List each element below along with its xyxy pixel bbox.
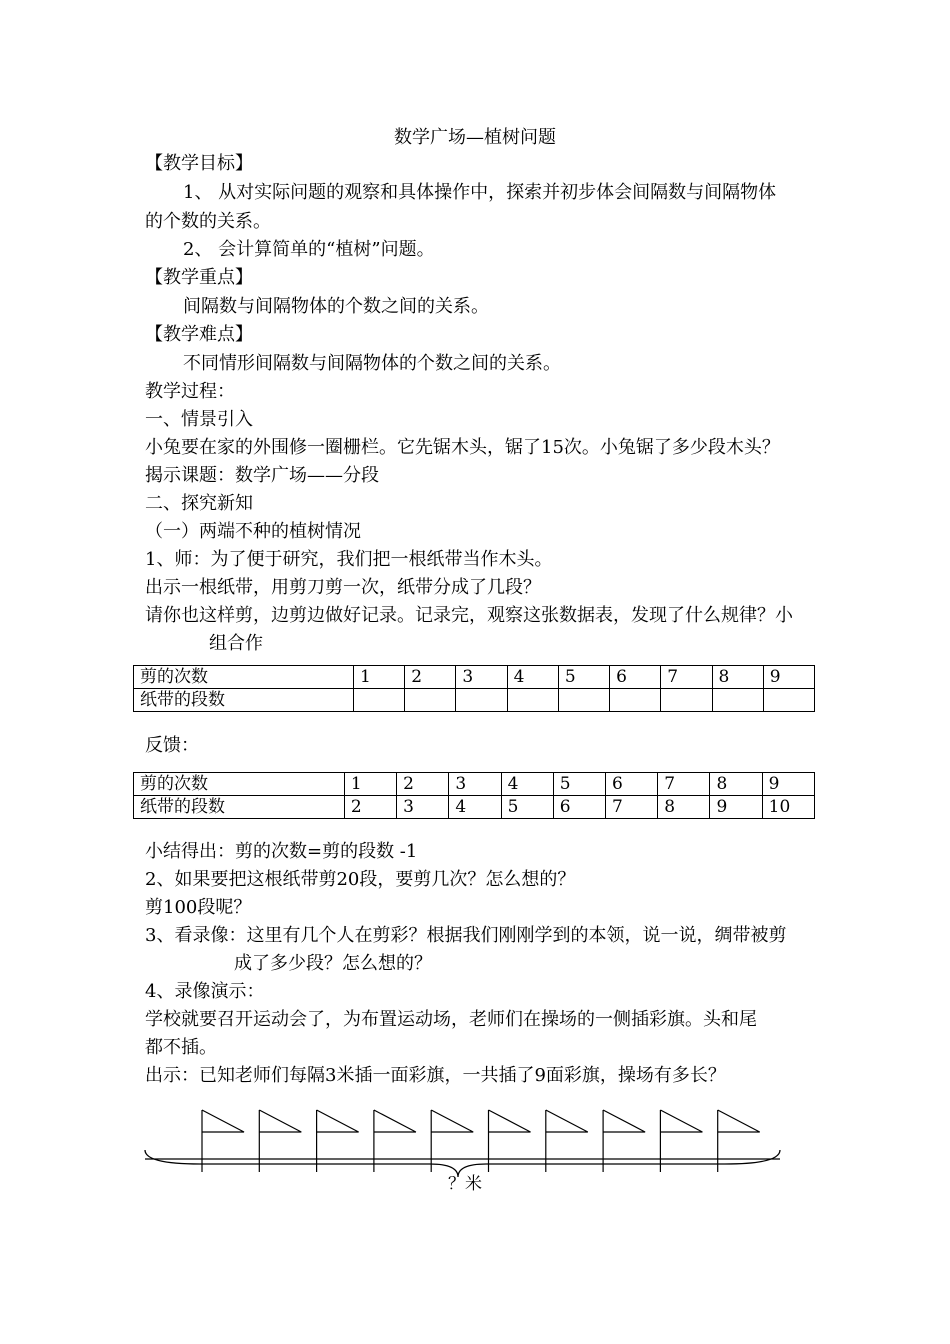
subsection-1-heading: （一）两端不种的植树情况 [145,521,361,542]
table-cell: 5 [501,796,553,819]
table-cell: 1 [353,666,404,689]
table-cell: 3 [456,666,507,689]
step-2-followup: 剪100段呢？ [145,897,252,918]
reveal-topic: 揭示课题：数学广场——分段 [145,465,379,486]
table-cell-empty [558,689,609,712]
table-row [134,689,815,712]
flag-row [202,1110,760,1172]
sports-scenario-line-2: 都不插。 [145,1037,217,1058]
table-cell-empty [405,689,456,712]
table-row [134,666,815,689]
record-table-blank [133,665,815,712]
table-row-label: 纸带的段数 [134,796,345,819]
table-cell-empty [712,689,763,712]
table-cell: 2 [397,773,449,796]
difficulty-heading: 【教学难点】 [145,324,253,345]
table-cell: 9 [762,773,814,796]
record-table-filled [133,772,815,819]
flag-icon [374,1110,416,1132]
page-title: 数学广场—植树问题 [394,127,556,148]
objective-1-line-1: 1、 从对实际问题的观察和具体操作中，探索并初步体会间隔数与间隔物体 [183,182,777,203]
table-cell: 8 [712,666,763,689]
table-row-label: 剪的次数 [134,773,345,796]
flag-icon [660,1110,702,1132]
flag-icon [259,1110,301,1132]
objective-1-line-2: 的个数的关系。 [145,211,271,232]
table-cell: 2 [344,796,396,819]
table-cell-empty [610,689,661,712]
step-3-line-2: 成了多少段？怎么想的？ [234,953,432,974]
difficulty-text: 不同情形间隔数与间隔物体的个数之间的关系。 [183,353,561,374]
objective-2: 2、 会计算简单的“植树”问题。 [183,239,435,260]
key-text: 间隔数与间隔物体的个数之间的关系。 [183,296,489,317]
table-cell-empty [353,689,404,712]
flag-icon [603,1110,645,1132]
table-cell: 8 [658,796,710,819]
flag-diagram [140,1102,790,1197]
table-cell: 2 [405,666,456,689]
length-label: ？米 [448,1174,482,1194]
table-cell: 3 [449,773,501,796]
flag-icon [489,1110,531,1132]
table-cell: 4 [449,796,501,819]
record-question-line-2: 组合作 [209,633,263,654]
step-4: 4、录像演示： [145,981,265,1002]
table-cell: 6 [610,666,661,689]
section-2-heading: 二、探究新知 [145,493,253,514]
table-cell: 6 [606,773,658,796]
process-heading: 教学过程： [145,381,235,402]
table-cell: 4 [507,666,558,689]
record-question-line-1: 请你也这样剪，边剪边做好记录。记录完，观察这张数据表，发现了什么规律？小 [145,605,793,626]
table-cell: 8 [710,773,762,796]
objectives-heading: 【教学目标】 [145,153,253,174]
table-cell: 7 [661,666,712,689]
feedback-label: 反馈： [145,735,199,756]
rabbit-problem: 小兔要在家的外围修一圈栅栏。它先锯木头，锯了15次。小兔锯了多少段木头？ [145,437,780,458]
table-row-label: 纸带的段数 [134,689,354,712]
table-cell: 9 [763,666,814,689]
flag-icon [202,1110,244,1132]
table-cell: 1 [344,773,396,796]
table-cell: 7 [606,796,658,819]
table-cell: 10 [762,796,814,819]
summary: 小结得出：剪的次数=剪的段数 -1 [145,841,418,862]
table-cell: 5 [558,666,609,689]
length-brace [145,1150,780,1177]
table-cell: 3 [397,796,449,819]
step-3-line-1: 3、看录像：这里有几个人在剪彩？根据我们刚刚学到的本领，说一说，绸带被剪 [145,925,787,946]
sports-scenario-line-1: 学校就要召开运动会了，为布置运动场，老师们在操场的一侧插彩旗。头和尾 [145,1009,757,1030]
table-cell: 4 [501,773,553,796]
table-row [134,773,815,796]
flag-icon [431,1110,473,1132]
key-heading: 【教学重点】 [145,267,253,288]
flag-icon [718,1110,760,1132]
flag-icon [546,1110,588,1132]
table-cell: 5 [553,773,605,796]
table-cell-empty [456,689,507,712]
table-cell: 7 [658,773,710,796]
show-paper-strip: 出示一根纸带，用剪刀剪一次，纸带分成了几段？ [145,577,541,598]
step-2: 2、如果要把这根纸带剪20段，要剪几次？怎么想的？ [145,869,576,890]
table-cell: 6 [553,796,605,819]
table-row-label: 剪的次数 [134,666,354,689]
table-cell-empty [507,689,558,712]
section-1-heading: 一、情景引入 [145,409,253,430]
table-cell-empty [661,689,712,712]
table-row [134,796,815,819]
table-cell-empty [763,689,814,712]
table-cell: 9 [710,796,762,819]
flag-icon [317,1110,359,1132]
step-1: 1、师：为了便于研究，我们把一根纸带当作木头。 [145,549,553,570]
flag-problem: 出示：已知老师们每隔3米插一面彩旗，一共插了9面彩旗，操场有多长？ [145,1065,726,1086]
